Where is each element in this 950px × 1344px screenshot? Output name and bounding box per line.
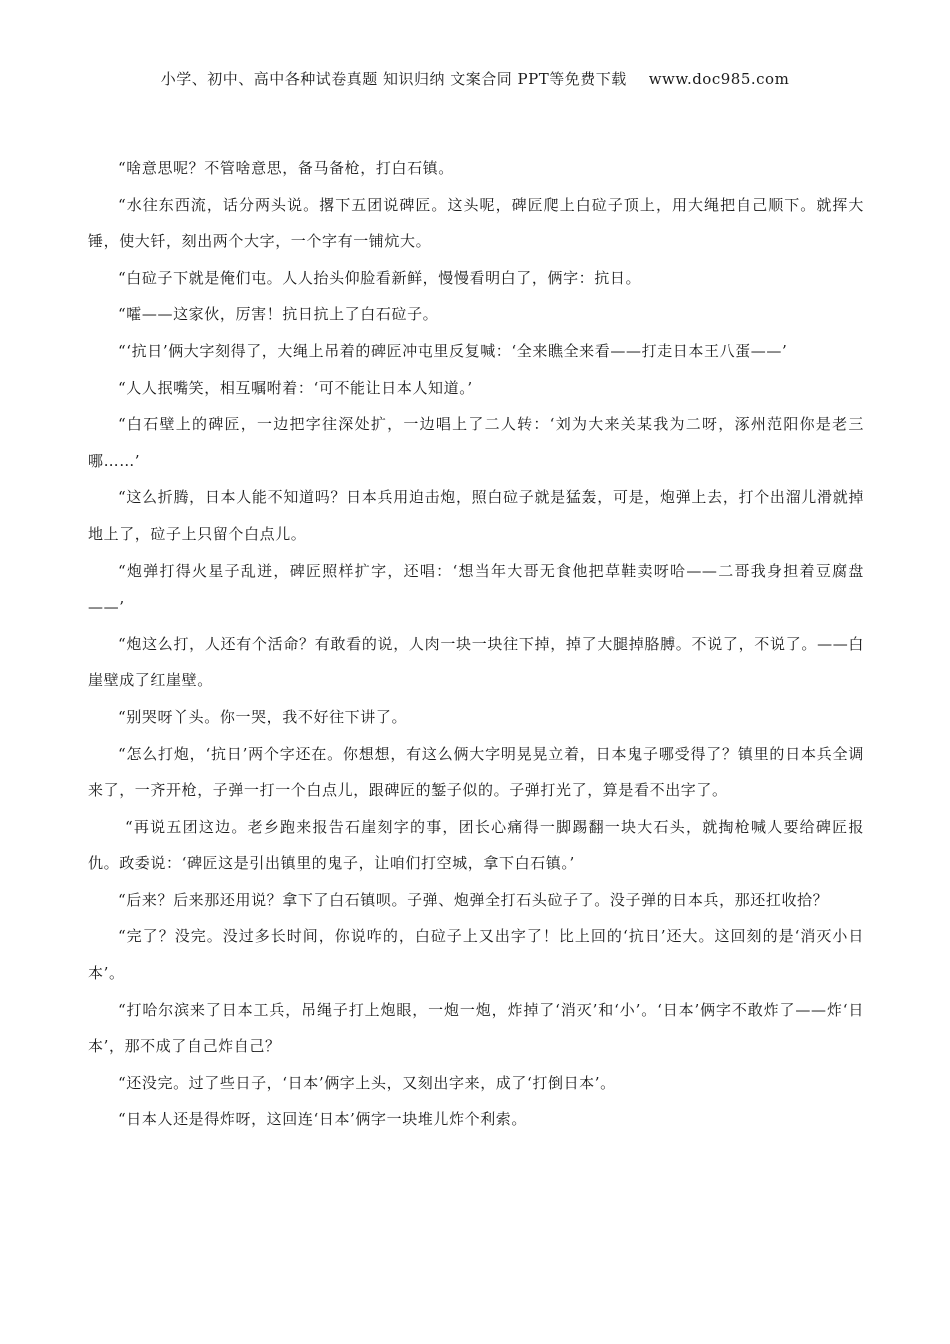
- header-text: 小学、初中、高中各种试卷真题 知识归纳 文案合同 PPT等免费下载: [160, 70, 627, 88]
- page-header: [0, 68, 950, 89]
- paragraph: “白石壁上的碑匠，一边把字往深处扩，一边唱上了二人转：‘刘为大来关某我为二呀，涿州范阳你是老三哪……’: [88, 415, 864, 470]
- paragraph: “人人抿嘴笑，相互嘱咐着：‘可不能让日本人知道。’: [118, 378, 473, 397]
- paragraph: “‘抗日’俩大字刻得了，大绳上吊着的碑匠冲屯里反复喊：‘全来瞧全来看——打走日本王八蛋——’: [118, 341, 788, 360]
- paragraph: “炮这么打，人还有个活命？有敢看的说，人肉一块一块往下掉，掉了大腿掉胳膊。不说了，不说了。——白崖壁成了红崖壁。: [88, 634, 864, 690]
- document-body: [88, 150, 864, 1138]
- paragraph: “水往东西流，话分两头说。撂下五团说碑匠。这头呢，碑匠爬上白砬子顶上，用大绳把自己顺下。就挥大锤，使大钎，刻出两个大字，一个字有一铺炕大。: [88, 195, 864, 251]
- paragraph: “还没完。过了些日子，‘日本’俩字上头，又刻出字来，成了‘打倒日本’。: [118, 1073, 616, 1092]
- paragraph: “后来？后来那还用说？拿下了白石镇呗。子弹、炮弹全打石头砬子了。没子弹的日本兵，那还扛收拾？: [118, 890, 829, 909]
- paragraph: “打哈尔滨来了日本工兵，吊绳子打上炮眼，一炮一炮，炸掉了‘消灭’和‘小’。‘日本’俩字不敢炸了——炸‘日本’，那不成了自己炸自己？: [88, 1000, 864, 1056]
- header-site-url[interactable]: www.doc985.com: [648, 70, 790, 88]
- paragraph: “这么折腾，日本人能不知道吗？日本兵用迫击炮，照白砬子就是猛轰，可是，炮弹上去，打个出溜儿滑就掉地上了，砬子上只留个白点儿。: [88, 488, 864, 543]
- paragraph: “别哭呀丫头。你一哭，我不好往下讲了。: [118, 707, 408, 726]
- paragraph: “完了？没完。没过多长时间，你说咋的，白砬子上又出字了！比上回的‘抗日’还大。这回刻的是‘消灭小日本’。: [88, 927, 864, 983]
- paragraph: “炮弹打得火星子乱迸，碑匠照样扩字，还唱：‘想当年大哥无食他把草鞋卖呀哈——二哥我身担着豆腐盘——’: [88, 561, 864, 617]
- paragraph: “嚯——这家伙，厉害！抗日抗上了白石砬子。: [118, 305, 439, 324]
- paragraph: “怎么打炮，‘抗日’两个字还在。你想想，有这么俩大字明晃晃立着，日本鬼子哪受得了？镇里的日本兵全调来了，一齐开枪，子弹一打一个白点儿，跟碑匠的錾子似的。子弹打光了，算是看不出字了。: [88, 744, 864, 800]
- paragraph: “啥意思呢？不管啥意思，备马备枪，打白石镇。: [118, 159, 454, 177]
- paragraph: “白砬子下就是俺们屯。人人抬头仰脸看新鲜，慢慢看明白了，俩字：抗日。: [118, 268, 642, 287]
- paragraph: “日本人还是得炸呀，这回连‘日本’俩字一块堆儿炸个利索。: [118, 1110, 528, 1129]
- paragraph: “再说五团这边。老乡跑来报告石崖刻字的事，团长心痛得一脚踢翻一块大石头，就掏枪喊人要给碑匠报仇。政委说：‘碑匠这是引出镇里的鬼子，让咱们打空城，拿下白石镇。’: [88, 817, 864, 873]
